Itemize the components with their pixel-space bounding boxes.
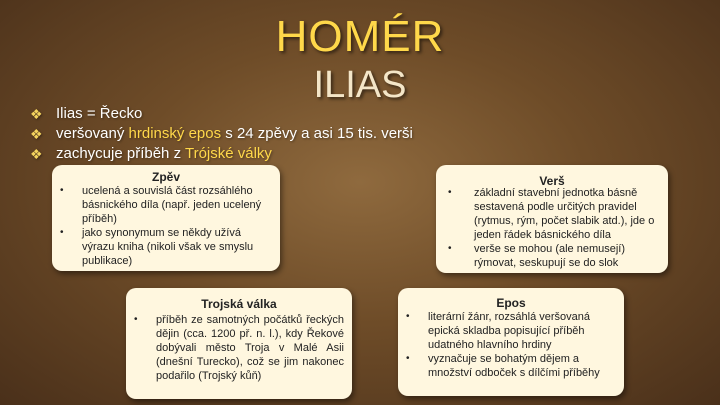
bullet-item [30, 104, 413, 124]
box-title: Zpěv [151, 170, 180, 184]
bullet-list [30, 104, 413, 164]
box-title: Verš [539, 174, 565, 188]
box-item: • verše se mohou (ale nemusejí) rýmovat, seskupují se do slok [436, 242, 662, 270]
bullet-item [30, 144, 413, 164]
bullet-item [30, 124, 413, 144]
bullet-text: Ilias = Řecko [56, 105, 143, 122]
bullet-text: zachycuje příběh z Trójské války [56, 145, 272, 162]
bullet-text: veršovaný hrdinský epos s 24 zpěvy a asi 15 tis. verši [56, 125, 413, 142]
box-item: • jako synonymum se někdy užívá výrazu kniha (nikoli však ve smyslu publikace) [52, 226, 272, 268]
box-item: • ucelená a souvislá část rozsáhlého básnického díla (např. jeden ucelený příběh) [52, 184, 272, 226]
diamond-bullet-icon: ❖ [30, 106, 43, 122]
box-item: • základní stavební jednotka básně sestavená podle určitých pravidel (rytmus, rým, počet slabik atd.), jde o jeden řádek básnického díla [436, 186, 662, 242]
box-item: • vyznačuje se bohatým dějem a množství odboček s dílčími příběhy [398, 352, 618, 380]
highlight-text: Trójské války [184, 145, 272, 162]
box-title: Trojská válka [201, 297, 277, 311]
trojska-valka-box [126, 288, 352, 399]
box-item: • literární žánr, rozsáhlá veršovaná epická skladba popisující příběh udatného hlavního hrdiny [398, 310, 618, 352]
box-title: Epos [496, 296, 526, 310]
epos-box [398, 288, 624, 396]
slide-title: HOMÉR [275, 12, 445, 61]
box-item: • příběh ze samotných počátků řeckých dějin (cca. 1200 př. n. l.), kdy Řekové dobývali město Troja v Malé Asii (dnešní Turecko), což se jim nakonec podařilo (Trojský kůň) [126, 313, 344, 383]
highlight-text: hrdinský epos [128, 125, 222, 142]
vers-box [436, 165, 668, 273]
diamond-bullet-icon: ❖ [30, 126, 43, 142]
diamond-bullet-icon: ❖ [30, 146, 43, 162]
slide-subtitle: ILIAS [313, 64, 407, 106]
zpev-box [52, 165, 280, 271]
